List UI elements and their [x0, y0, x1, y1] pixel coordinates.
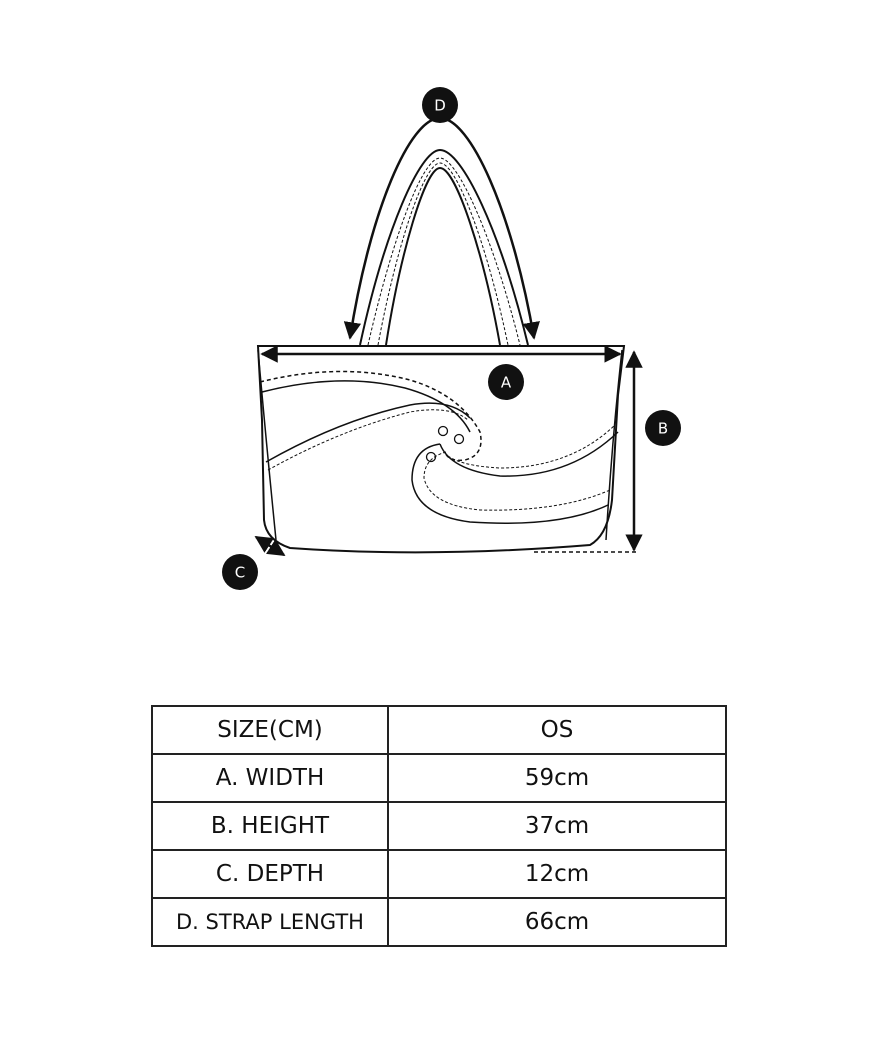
row-value: 12cm	[388, 850, 726, 898]
bag-strap	[360, 150, 528, 345]
size-table	[151, 705, 727, 947]
table-row	[152, 802, 726, 850]
marker-d	[422, 87, 458, 123]
row-value: 37cm	[388, 802, 726, 850]
svg-text:C: C	[234, 563, 246, 582]
size-header-value: OS	[388, 706, 726, 754]
row-label: D. STRAP LENGTH	[152, 898, 388, 946]
table-header-row	[152, 706, 726, 754]
row-value: 59cm	[388, 754, 726, 802]
size-header-label: SIZE(CM)	[152, 706, 388, 754]
svg-text:B: B	[657, 419, 669, 438]
depth-arrow	[256, 537, 284, 555]
table-row	[152, 898, 726, 946]
svg-text:A: A	[500, 373, 512, 392]
bag-body	[258, 346, 624, 552]
measurement-arrows	[256, 118, 636, 555]
marker-a	[488, 364, 524, 400]
svg-text:D: D	[434, 96, 446, 115]
row-label: A. WIDTH	[152, 754, 388, 802]
wave-pattern	[260, 371, 618, 523]
row-value: 66cm	[388, 898, 726, 946]
marker-c	[222, 554, 258, 590]
row-label: B. HEIGHT	[152, 802, 388, 850]
table-row	[152, 754, 726, 802]
row-label: C. DEPTH	[152, 850, 388, 898]
marker-b	[645, 410, 681, 446]
table-row	[152, 850, 726, 898]
